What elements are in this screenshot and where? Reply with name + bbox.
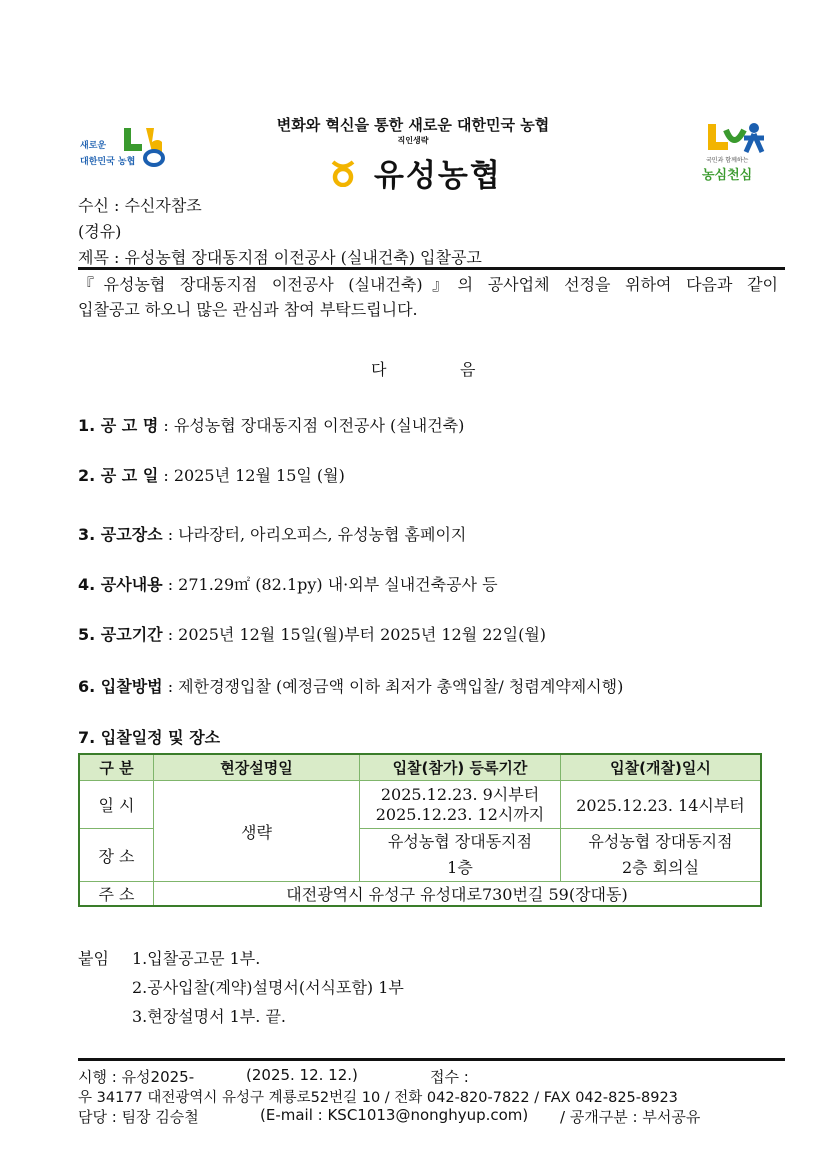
item-1: 1. 공 고 명 : 유성농협 장대동지점 이전공사 (실내건축)	[78, 416, 465, 435]
registration-place	[360, 829, 561, 882]
row-label-address: 주 소	[79, 882, 154, 907]
recipient: 수신 : 수신자참조	[78, 196, 202, 215]
registration-time	[360, 781, 561, 829]
address-value: 대전광역시 유성구 유성대로730번길 59(장대동)	[154, 882, 762, 907]
footer-email[interactable]: (E-mail : KSC1013@nonghyup.com)	[260, 1106, 529, 1124]
left-logo-line1: 새로운	[80, 141, 107, 151]
footer-manager: 담당 : 팀장 김승철	[78, 1108, 199, 1126]
th-opening: 입찰(개찰)일시	[561, 754, 762, 781]
footer-address: 우 34177 대전광역시 유성구 계룡로52번길 10 / 전화 042-820-7822 / FAX 042-825-8923	[78, 1090, 678, 1106]
item-4: 4. 공사내용 : 271.29㎡ (82.1py) 내·외부 실내건축공사 등	[78, 575, 498, 594]
th-registration: 입찰(참가) 등록기간	[360, 754, 561, 781]
registration-start: 2025.12.23. 9시부터	[380, 784, 540, 804]
left-logo-line2: 대한민국 농협	[80, 157, 136, 167]
opening-place-1: 유성농협 장대동지점	[588, 832, 733, 851]
divider-top	[78, 267, 785, 270]
footer-exec: 시행 : 유성2025-	[78, 1068, 195, 1086]
org-name: 유성농협	[374, 158, 502, 194]
th-site-visit: 현장설명일	[154, 754, 360, 781]
org-title	[330, 150, 502, 195]
item-6: 6. 입찰방법 : 제한경쟁입찰 (예정금액 이하 최저가 총액입찰/ 청렴계약제시행)	[78, 677, 624, 696]
nh-emblem-icon	[330, 159, 356, 187]
item-5: 5. 공고기간 : 2025년 12월 15일(월)부터 2025년 12월 22일(월)	[78, 625, 547, 644]
divider-bottom	[78, 1058, 785, 1061]
registration-end: 2025.12.23. 12시까지	[375, 804, 545, 824]
registration-place-2: 1층	[447, 858, 473, 877]
opening-time: 2025.12.23. 14시부터	[561, 781, 762, 829]
attachments-label: 붙임	[78, 949, 109, 968]
th-category: 구 분	[79, 754, 154, 781]
registration-place-1: 유성농협 장대동지점	[387, 832, 533, 851]
intro-line1: 『유성농협 장대동지점 이전공사 (실내건축)』의 공사업체 선정을 위하여 다음과 같이	[78, 275, 778, 294]
slogan: 변화와 혁신을 통한 새로운 대한민국 농협	[276, 116, 550, 134]
opening-place-2: 2층 회의실	[621, 858, 700, 877]
seal-omitted-note: 직인생략	[397, 136, 429, 145]
attachment-2: 2.공사입찰(계약)설명서(서식포함) 1부	[132, 978, 404, 997]
attachment-1: 1.입찰공고문 1부.	[132, 949, 261, 968]
intro-line2: 입찰공고 하오니 많은 관심과 참여 부탁드립니다.	[78, 300, 418, 319]
site-visit-value: 생략	[154, 781, 360, 882]
footer-disclosure: / 공개구분 : 부서공유	[560, 1108, 701, 1126]
via: (경유)	[78, 222, 122, 241]
schedule-table	[78, 753, 762, 907]
attachment-3: 3.현장설명서 1부. 끝.	[132, 1007, 286, 1026]
right-logo-small: 국민과 함께하는	[706, 157, 749, 164]
eum-label: 음	[460, 360, 476, 379]
item-7: 7. 입찰일정 및 장소	[78, 728, 221, 747]
opening-place	[561, 829, 762, 882]
da-label: 다	[371, 360, 387, 379]
item-2: 2. 공 고 일 : 2025년 12월 15일 (월)	[78, 466, 345, 485]
item-3: 3. 공고장소 : 나라장터, 아리오피스, 유성농협 홈페이지	[78, 525, 467, 544]
footer-receipt: 접수 :	[430, 1068, 469, 1086]
row-label-time: 일 시	[79, 781, 154, 829]
right-logo-main: 농심천심	[702, 168, 753, 183]
row-label-place: 장 소	[79, 829, 154, 882]
footer-date: (2025. 12. 12.)	[246, 1066, 358, 1084]
subject: 제목 : 유성농협 장대동지점 이전공사 (실내건축) 입찰공고	[78, 248, 482, 267]
